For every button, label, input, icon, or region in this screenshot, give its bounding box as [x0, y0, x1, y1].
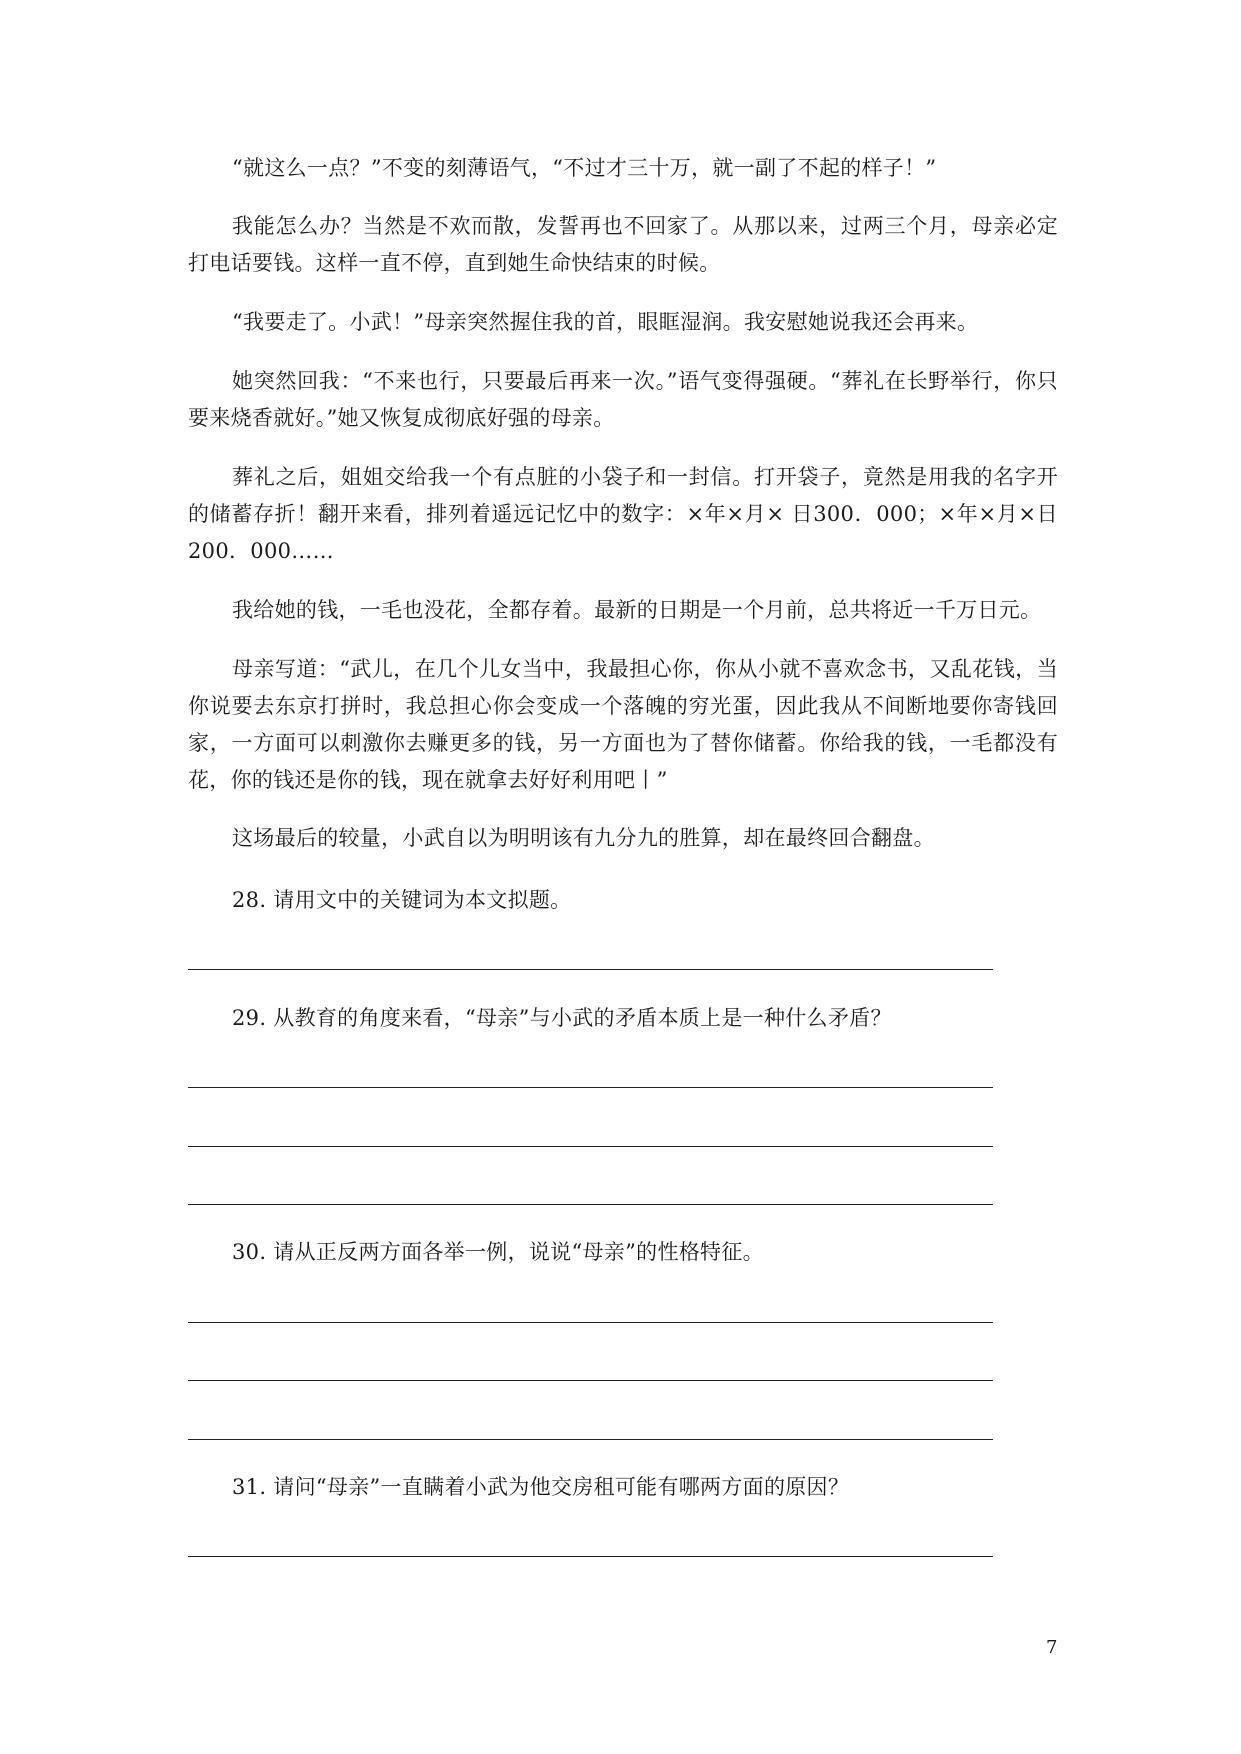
paragraph-4: 她突然回我：“不来也行，只要最后再来一次。”语气变得强硬。“葬礼在长野举行，你只要来烧香就好。”她又恢复成彻底好强的母亲。: [188, 369, 1058, 430]
paragraph-8: 这场最后的较量，小武自以为明明该有九分九的胜算，却在最终回合翻盘。: [232, 826, 935, 850]
answer-line[interactable]: [188, 969, 993, 970]
answer-line[interactable]: [188, 1380, 993, 1381]
answer-line[interactable]: [188, 1556, 993, 1557]
answer-line[interactable]: [188, 1146, 993, 1147]
answer-line[interactable]: [188, 1439, 993, 1440]
question-31: 31. 请问“母亲”一直瞒着小武为他交房租可能有哪两方面的原因？: [232, 1475, 850, 1499]
question-28: 28. 请用文中的关键词为本文拟题。: [232, 888, 572, 912]
paragraph-7: 母亲写道：“武儿，在几个儿女当中，我最担心你，你从小就不喜欢念书，又乱花钱，当你说要去东京打拼时，我总担心你会变成一个落魄的穷光蛋，因此我从不间断地要你寄钱回家，一方面可以刺激你去赚更多的钱，另一方面也为了替你储蓄。你给我的钱，一毛都没有花，你的钱还是你的钱，现在就拿去好好利用吧丨”: [188, 657, 1058, 792]
answer-line[interactable]: [188, 1204, 993, 1205]
paragraph-6: 我给她的钱，一毛也没花，全都存着。最新的日期是一个月前，总共将近一千万日元。: [232, 598, 1042, 622]
page-number: 7: [1046, 1637, 1058, 1658]
paragraph-3: “我要走了。小武！”母亲突然握住我的首，眼眶湿润。我安慰她说我还会再来。: [232, 310, 979, 334]
answer-line[interactable]: [188, 1322, 993, 1323]
question-29: 29. 从教育的角度来看，“母亲”与小武的矛盾本质上是一种什么矛盾？: [232, 1006, 892, 1030]
answer-line[interactable]: [188, 1087, 993, 1088]
paragraph-1: “就这么一点？”不变的刻薄语气，“不过才三十万，就一副了不起的样子！”: [232, 156, 937, 180]
paragraph-2: 我能怎么办？当然是不欢而散，发誓再也不回家了。从那以来，过两三个月，母亲必定打电话要钱。这样一直不停，直到她生命快结束的时候。: [188, 214, 1058, 275]
question-30: 30. 请从正反两方面各举一例，说说“母亲”的性格特征。: [232, 1240, 764, 1264]
paragraph-5: 葬礼之后，姐姐交给我一个有点脏的小袋子和一封信。打开袋子，竟然是用我的名字开的储蓄存折！翻开来看，排列着遥远记忆中的数字：×年×月× 日300．000；×年×月×日200．000……: [188, 465, 1058, 563]
